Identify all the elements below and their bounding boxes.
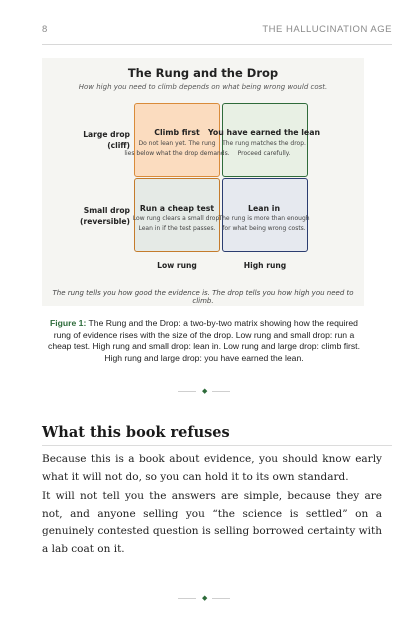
cell-body-climb-first: Do not lean yet. The rung lies below what the drop demands. xyxy=(124,140,230,157)
diamond-icon: ◆ xyxy=(202,594,208,602)
cell-title-lean-in: Lean in xyxy=(247,204,281,213)
row-label-small-drop: Small drop (reversible) xyxy=(80,206,130,226)
cell-title-cheap-test: Run a cheap test xyxy=(139,204,215,213)
caption-text: The Rung and the Drop: a two-by-two matrix showing how the required rung of evidence rises with the size of the drop. Low rung and small drop: run a cheap test. High rung and small drop: lean in. Low rung and large drop: climb first. High rung and large drop: you have earned the lean. xyxy=(48,318,360,363)
paragraph-2: It will not tell you the answers are simple, because they are not, and anyone selling you “the science is settled” on a genuinely contested question is selling borrowed certainty with a lab coat on it. xyxy=(42,490,382,555)
header-rule xyxy=(42,44,392,45)
page-number: 8 xyxy=(42,24,48,35)
caption-label: Figure 1: xyxy=(50,318,87,328)
row-label-large-drop: Large drop (cliff) xyxy=(83,130,130,150)
section-heading: What this book refuses xyxy=(42,424,230,441)
figure-caption xyxy=(46,318,362,364)
diamond-icon: ◆ xyxy=(202,387,208,395)
cell-title-climb-first: Climb first xyxy=(154,128,200,137)
figure-title: The Rung and the Drop xyxy=(127,66,279,80)
running-header xyxy=(42,24,392,38)
heading-rule xyxy=(42,445,392,446)
col-label-high-rung: High rung xyxy=(243,261,287,270)
figure-subtitle: How high you need to climb depends on what being wrong would cost. xyxy=(78,83,328,91)
cell-title-earned-lean: You have earned the lean xyxy=(207,128,321,137)
col-label-low-rung: Low rung xyxy=(157,261,197,270)
bottom-ornament xyxy=(178,594,230,602)
cell-body-lean-in: The rung is more than enough for what being wrong costs. xyxy=(218,215,310,232)
section-ornament xyxy=(178,387,230,395)
running-title: THE HALLUCINATION AGE xyxy=(262,24,392,35)
cell-body-cheap-test: Low rung clears a small drop. Lean in if the test passes. xyxy=(132,215,222,232)
cell-body-earned-lean: The rung matches the drop. Proceed carefully. xyxy=(222,140,306,157)
paragraph-1: Because this is a book about evidence, you should know early what it will not do, so you can hold it to its own standard. xyxy=(42,453,382,483)
figure-footnote: The rung tells you how good the evidence is. The drop tells you how high you need to climb. xyxy=(52,289,354,305)
figure-rung-drop-matrix xyxy=(42,58,364,306)
